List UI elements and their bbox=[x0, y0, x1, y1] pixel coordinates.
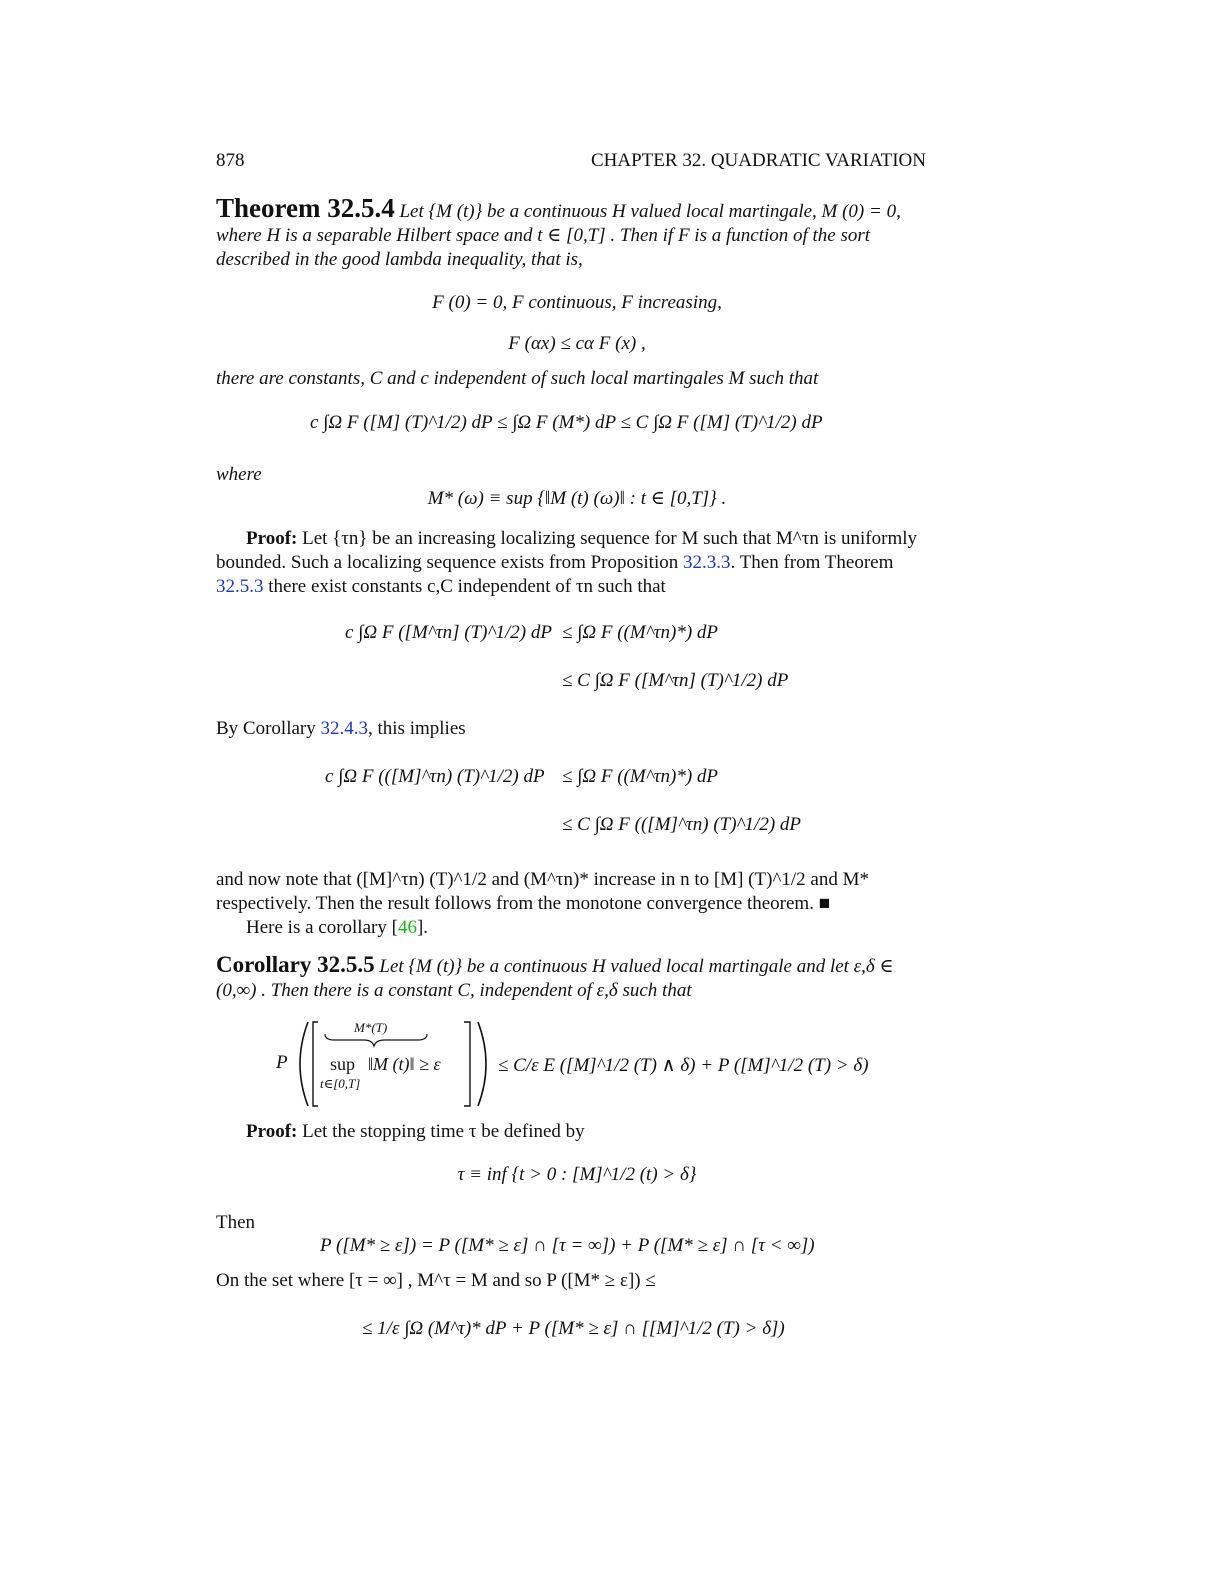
theorem-inequality: c ∫Ω F ([M] (T)^1/2) dP ≤ ∫Ω F (M*) dP ≤ C ∫Ω F ([M] (T)^1/2) dP bbox=[310, 412, 823, 433]
eq1-lhs: c ∫Ω F ([M^τn] (T)^1/2) dP bbox=[345, 622, 552, 643]
proof2-paragraph bbox=[216, 1120, 938, 1144]
proof1-text1: Let {τn} be an increasing localizing sequence for M such that M^τn is uniformly bounded. Such a localizing sequence exists from Proposition bbox=[216, 528, 918, 573]
by-corollary-post: , this implies bbox=[368, 718, 466, 739]
eq-last: ≤ 1/ε ∫Ω (M^τ)* dP + P ([M* ≥ ε] ∩ [[M]^1/2 (T) > δ]) bbox=[362, 1318, 785, 1339]
condition-1: F (0) = 0, F continuous, F increasing, bbox=[432, 292, 722, 313]
msup-definition: M* (ω) ≡ sup {‖M (t) (ω)‖ : t ∈ [0,T]} . bbox=[427, 488, 727, 509]
then-label: Then bbox=[216, 1212, 256, 1233]
on-set-line: On the set where [τ = ∞] , M^τ = M and so P ([M* ≥ ε]) ≤ bbox=[216, 1270, 656, 1291]
corollary-intro bbox=[216, 916, 938, 940]
where-label: where bbox=[216, 464, 262, 485]
proof2-label: Proof: bbox=[246, 1121, 298, 1142]
theorem-statement: Let {M (t)} be a continuous H valued local martingale, M (0) = 0, where H is a separable Hilbert space and t ∈ [0,T] . Then if F is a function of the sort described in the good lambda inequality, that is, bbox=[216, 201, 901, 270]
eq-sub: t∈[0,T] bbox=[320, 1076, 361, 1091]
theorem-after: there are constants, C and c independent of such local martingales M such that bbox=[216, 368, 819, 389]
proof1-label: Proof: bbox=[246, 528, 298, 549]
corollary-block bbox=[216, 953, 938, 1003]
proof1-text2: . Then from Theorem bbox=[730, 552, 894, 573]
proof1-paragraph bbox=[216, 527, 938, 599]
theorem-label: Theorem 32.5.4 bbox=[216, 193, 395, 223]
ref-theorem[interactable]: 32.5.3 bbox=[216, 576, 264, 597]
eq2-rhs2: ≤ C ∫Ω F (([M]^τn) (T)^1/2) dP bbox=[562, 814, 802, 835]
eq-rhs: ≤ C/ε E ([M]^1/2 (T) ∧ δ) + P ([M]^1/2 (T) > δ) bbox=[498, 1055, 869, 1076]
by-corollary-pre: By Corollary bbox=[216, 718, 321, 739]
theorem-block bbox=[216, 193, 938, 272]
corollary-intro-pre: Here is a corollary [ bbox=[246, 917, 398, 938]
running-head: CHAPTER 32. QUADRATIC VARIATION bbox=[591, 150, 926, 171]
tau-definition: τ ≡ inf {t > 0 : [M]^1/2 (t) > δ} bbox=[457, 1164, 697, 1185]
proof1-final: and now note that ([M]^τn) (T)^1/2 and (M^τn)* increase in n to [M] (T)^1/2 and M* respectively. Then the result follows from the monotone convergence theorem. ■ bbox=[216, 869, 869, 914]
proof1-text3: there exist constants c,C independent of τn such that bbox=[263, 576, 666, 597]
by-corollary-line bbox=[216, 717, 938, 741]
proof2-text: Let the stopping time τ be defined by bbox=[302, 1121, 585, 1142]
eq2-rhs1: ≤ ∫Ω F ((M^τn)*) dP bbox=[562, 766, 719, 787]
eq-split: P ([M* ≥ ε]) = P ([M* ≥ ε] ∩ [τ = ∞]) + P ([M* ≥ ε] ∩ [τ < ∞]) bbox=[320, 1235, 815, 1256]
eq-inner: ‖M (t)‖ ≥ ε bbox=[368, 1054, 441, 1074]
corollary-equation bbox=[270, 1018, 890, 1110]
eq-sup: sup bbox=[330, 1054, 356, 1074]
eq-p: P bbox=[276, 1052, 288, 1073]
ref-citation[interactable]: 46 bbox=[397, 917, 417, 938]
eq2-lhs: c ∫Ω F (([M]^τn) (T)^1/2) dP bbox=[325, 766, 545, 787]
eq1-rhs1: ≤ ∫Ω F ((M^τn)*) dP bbox=[562, 622, 719, 643]
ref-corollary[interactable]: 32.4.3 bbox=[320, 718, 368, 739]
corollary-intro-post: ]. bbox=[416, 917, 429, 938]
brace-label: M*(T) bbox=[354, 1020, 388, 1035]
condition-2: F (αx) ≤ cα F (x) , bbox=[508, 333, 646, 354]
eq1-rhs2: ≤ C ∫Ω F ([M^τn] (T)^1/2) dP bbox=[562, 670, 789, 691]
ref-proposition[interactable]: 32.3.3 bbox=[683, 552, 731, 573]
page-number: 878 bbox=[216, 150, 245, 171]
corollary-statement: Let {M (t)} be a continuous H valued local martingale and let ε,δ ∈ (0,∞) . Then there is a constant C, independent of ε,δ such that bbox=[216, 956, 894, 1001]
corollary-label: Corollary 32.5.5 bbox=[216, 952, 375, 977]
